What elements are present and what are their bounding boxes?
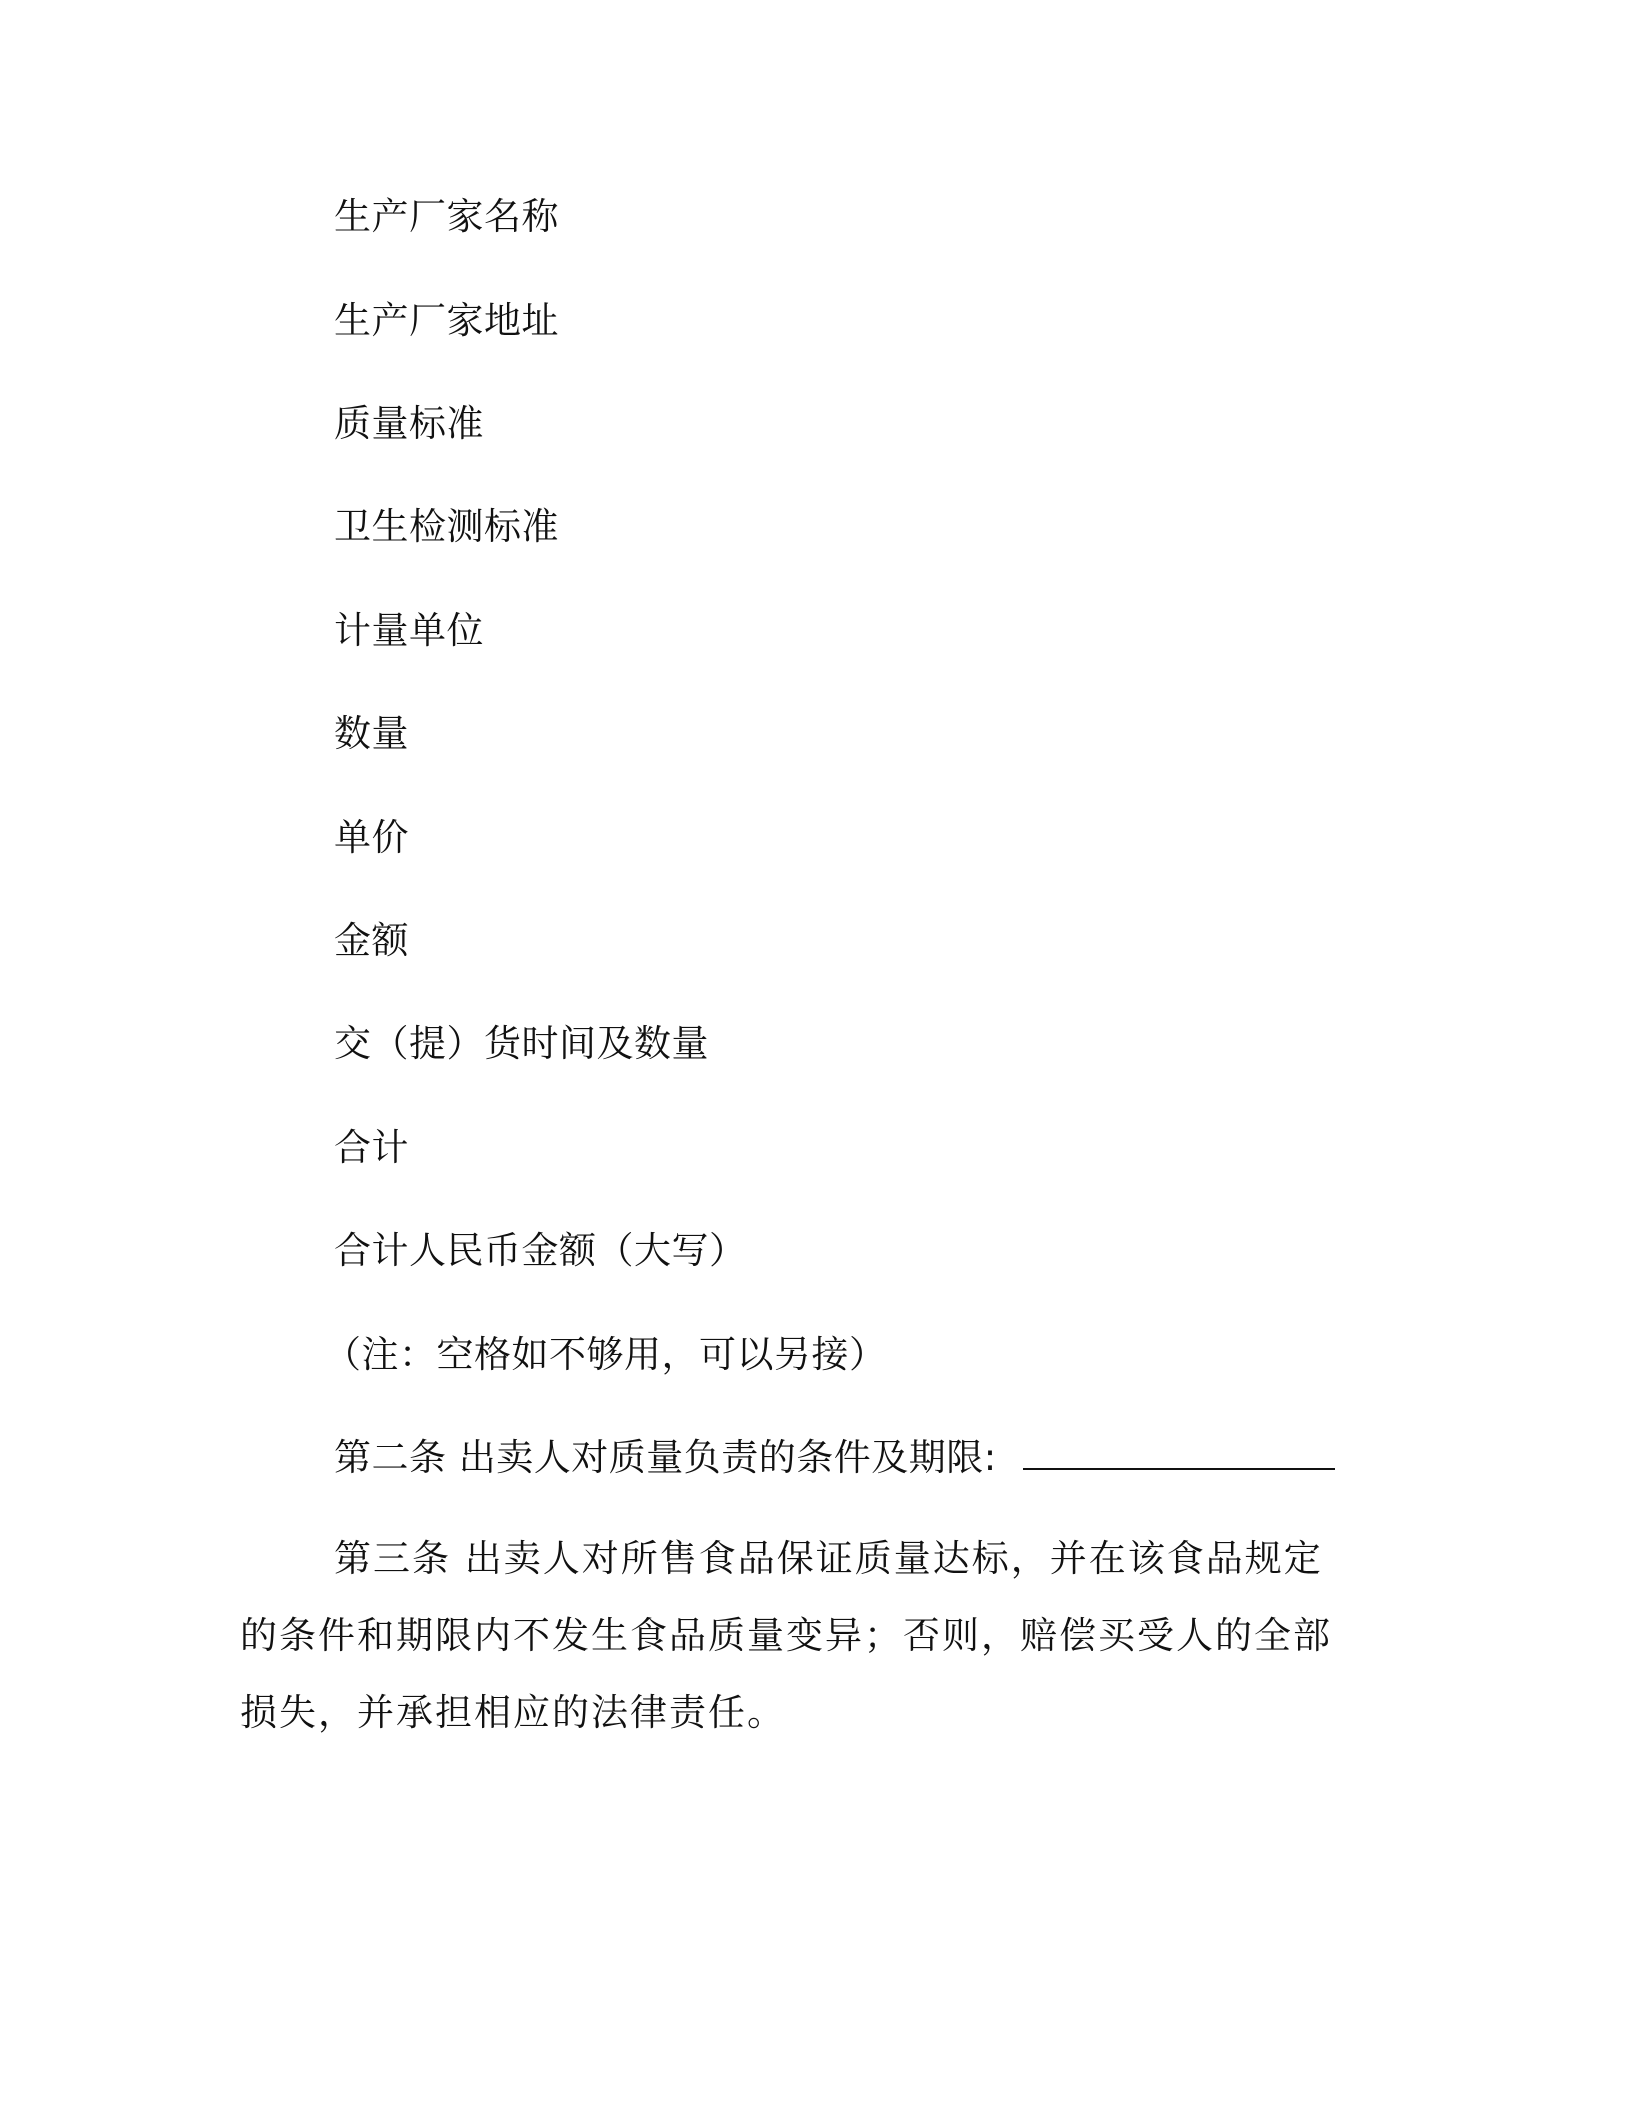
field-manufacturer-address: 生产厂家地址 bbox=[334, 299, 559, 342]
article-2-blank bbox=[1023, 1438, 1335, 1470]
field-amount: 金额 bbox=[334, 919, 409, 962]
field-unit: 计量单位 bbox=[334, 609, 484, 652]
article-3: 第三条 出卖人对所售食品保证质量达标，并在该食品规定的条件和期限内不发生食品质量变异；否则，赔偿买受人的全部损失，并承担相应的法律责任。 bbox=[240, 1537, 1332, 1734]
field-unit-price: 单价 bbox=[334, 816, 409, 859]
field-total-rmb: 合计人民币金额（大写） bbox=[334, 1229, 747, 1272]
field-delivery-time: 交（提）货时间及数量 bbox=[334, 1022, 709, 1065]
field-manufacturer-name: 生产厂家名称 bbox=[334, 195, 559, 238]
field-total: 合计 bbox=[334, 1126, 409, 1169]
article-2 bbox=[334, 1433, 1335, 1483]
note-text: （注：空格如不够用，可以另接） bbox=[324, 1333, 887, 1376]
article-2-text: 第二条 出卖人对质量负责的条件及期限: bbox=[334, 1436, 1009, 1479]
field-quality-standard: 质量标准 bbox=[334, 402, 484, 445]
field-quantity: 数量 bbox=[334, 712, 409, 755]
field-hygiene-standard: 卫生检测标准 bbox=[334, 505, 559, 548]
